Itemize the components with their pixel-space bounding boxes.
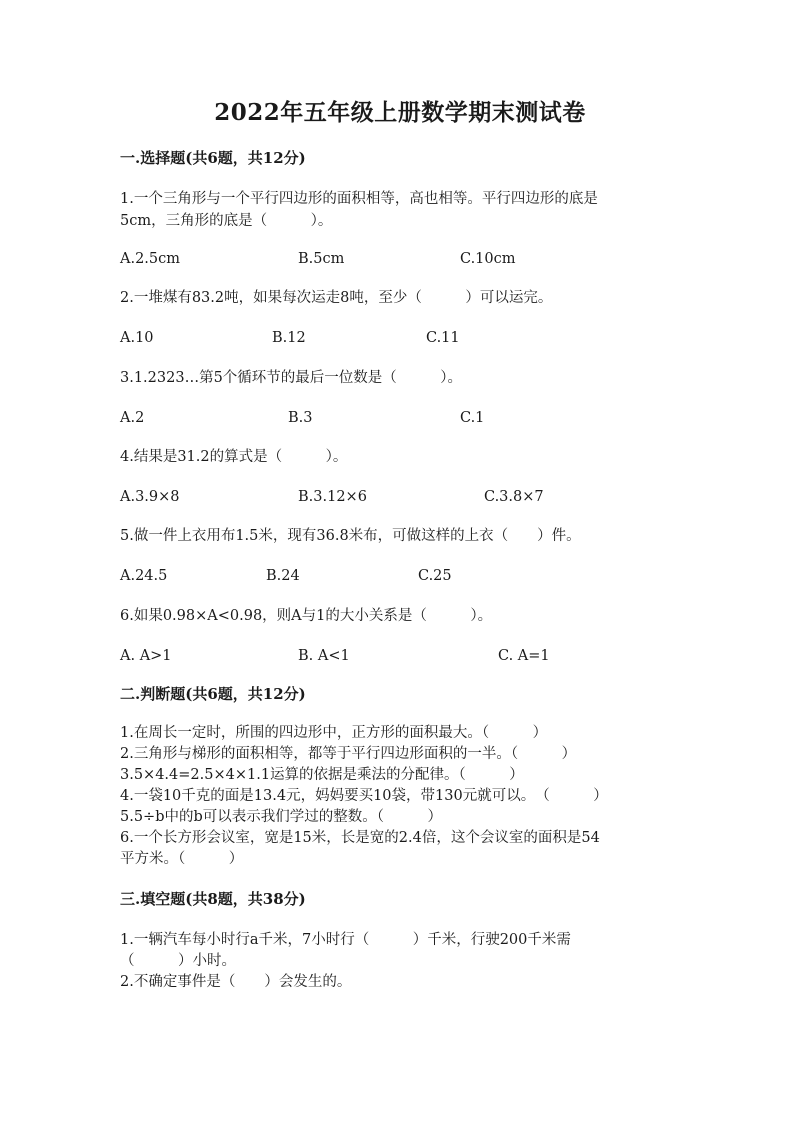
- fill-line-1: 1.一辆汽车每小时行a千米，7小时行（ ）千米，行驶200千米需: [120, 932, 571, 948]
- judge-line-4: 4.一袋10千克的面是13.4元，妈妈要买10袋，带130元就可以。 （ ）: [120, 788, 608, 804]
- q1-option-a: A.2.5cm: [120, 251, 181, 267]
- q6-option-b: B. A<1: [298, 648, 350, 664]
- section-3-heading: 三.填空题(共8题，共38分): [120, 890, 306, 908]
- judge-line-6: 6.一个长方形会议室，宽是15米，长是宽的2.4倍，这个会议室的面积是54: [120, 830, 600, 846]
- q6-line-1: 6.如果0.98×A<0.98，则A与1的大小关系是（ ）。: [120, 608, 493, 624]
- exam-title: 2022年五年级上册数学期末测试卷: [214, 99, 586, 126]
- judge-line-1: 1.在周长一定时，所围的四边形中，正方形的面积最大。（ ）: [120, 725, 548, 741]
- q2-option-c: C.11: [426, 330, 460, 346]
- q1-line-2: 5cm，三角形的底是（ ）。: [120, 213, 333, 229]
- judge-line-5: 5.5÷b中的b可以表示我们学过的整数。（ ）: [120, 809, 443, 825]
- q4-option-a: A.3.9×8: [120, 489, 180, 505]
- fill-line-3: 2.不确定事件是（ ）会发生的。: [120, 974, 352, 990]
- q2-option-a: A.10: [120, 330, 154, 346]
- q5-option-c: C.25: [418, 568, 452, 584]
- q5-line-1: 5.做一件上衣用布1.5米，现有36.8米布，可做这样的上衣（ ）件。: [120, 528, 581, 544]
- q5-option-a: A.24.5: [120, 568, 168, 584]
- q3-option-c: C.1: [460, 410, 485, 426]
- judge-line-2: 2.三角形与梯形的面积相等，都等于平行四边形面积的一半。（ ）: [120, 746, 577, 762]
- q4-line-1: 4.结果是31.2的算式是（ ）。: [120, 449, 348, 465]
- q2-option-b: B.12: [272, 330, 306, 346]
- q1-option-c: C.10cm: [460, 251, 516, 267]
- section-2-heading: 二.判断题(共6题，共12分): [120, 685, 306, 703]
- q6-option-c: C. A=1: [498, 648, 550, 664]
- q2-line-1: 2.一堆煤有83.2吨，如果每次运走8吨，至少（ ）可以运完。: [120, 290, 553, 306]
- section-1-heading: 一.选择题(共6题，共12分): [120, 149, 306, 167]
- q3-option-b: B.3: [288, 410, 313, 426]
- q1-line-1: 1.一个三角形与一个平行四边形的面积相等，高也相等。平行四边形的底是: [120, 191, 598, 207]
- judge-line-7: 平方米。（ ）: [120, 851, 244, 867]
- q4-option-c: C.3.8×7: [484, 489, 544, 505]
- q3-line-1: 3.1.2323…第5个循环节的最后一位数是（ ）。: [120, 370, 463, 386]
- q3-option-a: A.2: [120, 410, 145, 426]
- fill-line-2: （ ）小时。: [120, 953, 236, 969]
- q4-option-b: B.3.12×6: [298, 489, 367, 505]
- q5-option-b: B.24: [266, 568, 300, 584]
- q1-option-b: B.5cm: [298, 251, 345, 267]
- q6-option-a: A. A>1: [120, 648, 172, 664]
- judge-line-3: 3.5×4.4=2.5×4×1.1运算的依据是乘法的分配律。（ ）: [120, 767, 524, 783]
